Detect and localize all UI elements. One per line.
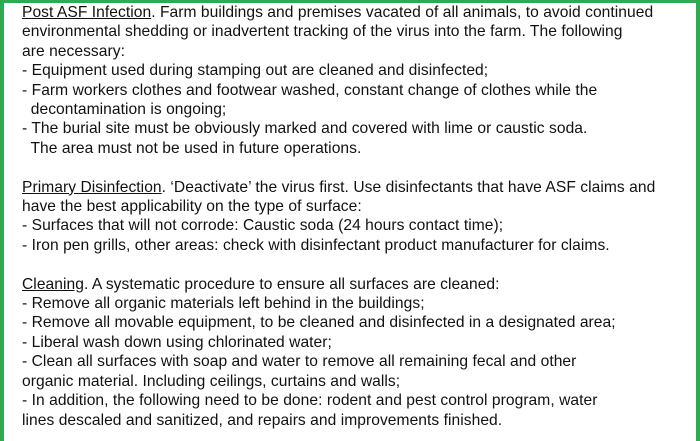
section-first-line-text: . A systematic procedure to ensure all surfaces are cleaned: — [83, 275, 500, 293]
paragraph-gap — [22, 255, 688, 274]
bullet-continuation-line: decontamination is ongoing; — [22, 101, 227, 119]
bullet-line: - Equipment used during stamping out are cleaned and disinfected; — [22, 62, 489, 80]
bullet-continuation-line: organic material. Including ceilings, curtains and walls; — [22, 372, 401, 390]
bullet-line: - The burial site must be obviously marked and covered with lime or caustic soda. — [22, 120, 588, 138]
section-primary-disinfection — [22, 178, 688, 256]
body-line: have the best applicability on the type of surface: — [22, 198, 362, 216]
section-first-line-text: . ‘Deactivate’ the virus first. Use disinfectants that have ASF claims and — [161, 178, 656, 196]
section-first-line-text: . Farm buildings and premises vacated of all animals, to avoid continued — [151, 4, 654, 21]
bullet-line: - Clean all surfaces with soap and water to remove all remaining fecal and other — [22, 353, 577, 371]
bullet-line: - Farm workers clothes and footwear washed, constant change of clothes while the — [22, 81, 598, 99]
section-heading: Post ASF Infection — [22, 4, 152, 21]
bullet-line: - Iron pen grills, other areas: check with disinfectant product manufacturer for claims. — [22, 236, 610, 254]
body-line: are necessary: — [22, 42, 125, 60]
section-first-line — [22, 178, 688, 197]
bullet-line: - Surfaces that will not corrode: Caustic soda (24 hours contact time); — [22, 217, 504, 235]
bullet-line: - Liberal wash down using chlorinated water; — [22, 333, 332, 351]
section-post-asf-infection — [22, 3, 688, 158]
section-heading: Primary Disinfection — [22, 178, 162, 196]
bullet-line: - Remove all movable equipment, to be cleaned and disinfected in a designated area; — [22, 314, 616, 332]
section-first-line — [22, 3, 688, 22]
bullet-line: - Remove all organic materials left behind in the buildings; — [22, 295, 425, 313]
body-line: environmental shedding or inadvertent tracking of the virus into the farm. The following — [22, 23, 623, 41]
bullet-line: - In addition, the following need to be done: rodent and pest control program, water — [22, 392, 598, 410]
paragraph-gap — [22, 158, 688, 177]
section-heading: Cleaning — [22, 275, 84, 293]
bullet-continuation-line: lines descaled and sanitized, and repairs and improvements finished. — [22, 411, 503, 429]
document-body — [22, 3, 688, 430]
section-cleaning — [22, 275, 688, 430]
section-first-line — [22, 275, 688, 294]
bullet-continuation-line: The area must not be used in future operations. — [22, 139, 362, 157]
